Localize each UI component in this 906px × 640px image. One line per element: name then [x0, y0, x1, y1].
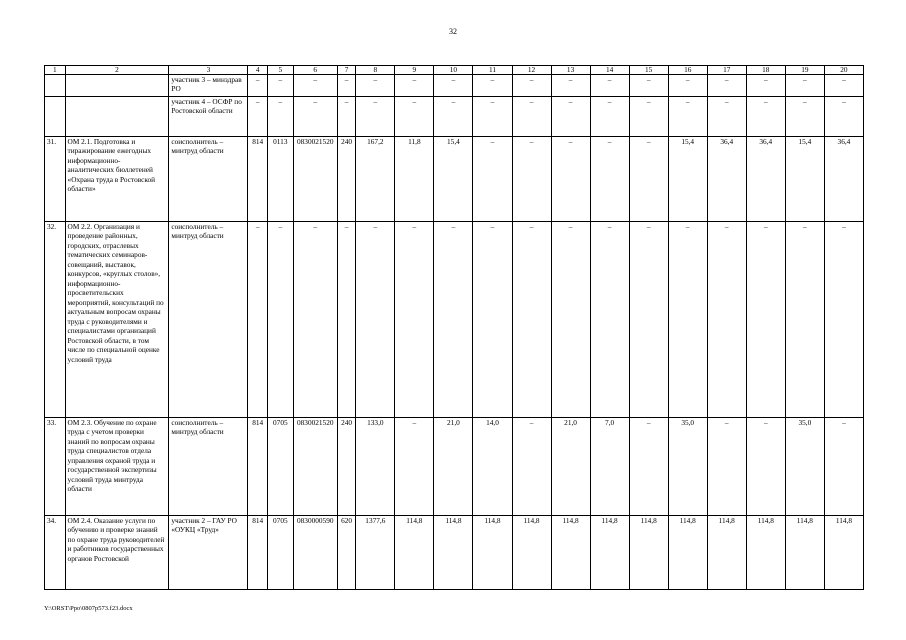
value-cell: –: [434, 222, 473, 418]
header-cell: 10: [434, 66, 473, 75]
value-cell: 114,8: [434, 516, 473, 590]
header-cell: 8: [356, 66, 395, 75]
measure-name: ОМ 2.3. Обучение по охране труда с учетом проверки знаний по вопросам охраны труда специалистов отдела управления охраной труда и государственной экспертизы условий труда минтруда области: [65, 418, 169, 516]
value-cell: 114,8: [395, 516, 434, 590]
value-cell: 133,0: [356, 418, 395, 516]
measure-name: [65, 75, 169, 97]
table-row: [45, 97, 864, 137]
responsible: соисполнитель – минтруд области: [169, 222, 248, 418]
value-cell: –: [293, 222, 337, 418]
header-cell: 20: [824, 66, 863, 75]
row-number: 34.: [45, 516, 66, 590]
value-cell: –: [785, 75, 824, 97]
row-number: 33.: [45, 418, 66, 516]
value-cell: 114,8: [512, 516, 551, 590]
value-cell: –: [395, 97, 434, 137]
value-cell: –: [746, 75, 785, 97]
value-cell: 114,8: [785, 516, 824, 590]
header-cell: 1: [45, 66, 66, 75]
header-cell: 12: [512, 66, 551, 75]
value-cell: –: [551, 137, 590, 222]
value-cell: 114,8: [629, 516, 668, 590]
header-cell: 7: [337, 66, 355, 75]
value-cell: –: [356, 97, 395, 137]
value-cell: –: [824, 418, 863, 516]
header-cell: 11: [473, 66, 512, 75]
value-cell: –: [434, 75, 473, 97]
value-cell: 114,8: [590, 516, 629, 590]
value-cell: –: [337, 97, 355, 137]
value-cell: 814: [248, 418, 268, 516]
value-cell: –: [785, 222, 824, 418]
header-cell: 18: [746, 66, 785, 75]
value-cell: –: [668, 75, 707, 97]
value-cell: –: [356, 75, 395, 97]
value-cell: –: [707, 97, 746, 137]
value-cell: –: [473, 97, 512, 137]
value-cell: –: [512, 75, 551, 97]
value-cell: –: [707, 418, 746, 516]
header-cell: 5: [267, 66, 293, 75]
value-cell: 36,4: [824, 137, 863, 222]
value-cell: –: [337, 75, 355, 97]
value-cell: 240: [337, 418, 355, 516]
header-cell: 17: [707, 66, 746, 75]
value-cell: 814: [248, 137, 268, 222]
value-cell: –: [824, 222, 863, 418]
value-cell: 7,0: [590, 418, 629, 516]
value-cell: –: [512, 418, 551, 516]
value-cell: 0830021520: [293, 137, 337, 222]
value-cell: 0705: [267, 418, 293, 516]
value-cell: –: [293, 75, 337, 97]
responsible: соисполнитель – минтруд области: [169, 137, 248, 222]
value-cell: 114,8: [473, 516, 512, 590]
value-cell: –: [629, 222, 668, 418]
table-row: [45, 516, 864, 590]
value-cell: 21,0: [434, 418, 473, 516]
value-cell: 14,0: [473, 418, 512, 516]
row-number: [45, 75, 66, 97]
header-cell: 2: [65, 66, 169, 75]
value-cell: –: [707, 222, 746, 418]
row-number: [45, 97, 66, 137]
header-cell: 6: [293, 66, 337, 75]
header-cell: 4: [248, 66, 268, 75]
value-cell: –: [707, 75, 746, 97]
value-cell: –: [473, 222, 512, 418]
value-cell: 21,0: [551, 418, 590, 516]
budget-table: [44, 65, 864, 590]
value-cell: –: [473, 75, 512, 97]
value-cell: –: [746, 222, 785, 418]
value-cell: –: [356, 222, 395, 418]
row-number: 31.: [45, 137, 66, 222]
value-cell: –: [824, 75, 863, 97]
value-cell: 620: [337, 516, 355, 590]
page-number: 32: [449, 27, 457, 36]
value-cell: –: [248, 75, 268, 97]
measure-name: ОМ 2.1. Подготовка и тиражирование ежегодных информационно-аналитических бюллетеней «Охрана труда в Ростовской области»: [65, 137, 169, 222]
value-cell: 114,8: [668, 516, 707, 590]
value-cell: –: [668, 97, 707, 137]
measure-name: [65, 97, 169, 137]
value-cell: 0705: [267, 516, 293, 590]
value-cell: –: [337, 222, 355, 418]
header-cell: 3: [169, 66, 248, 75]
value-cell: –: [629, 137, 668, 222]
value-cell: –: [512, 97, 551, 137]
value-cell: –: [590, 97, 629, 137]
value-cell: –: [248, 97, 268, 137]
file-path-footer: Y:\ORST\Ppo\0807p573.f23.docx: [44, 605, 133, 612]
value-cell: 36,4: [707, 137, 746, 222]
value-cell: –: [746, 418, 785, 516]
value-cell: 35,0: [668, 418, 707, 516]
header-cell: 15: [629, 66, 668, 75]
value-cell: –: [293, 97, 337, 137]
header-cell: 13: [551, 66, 590, 75]
table-row: [45, 222, 864, 418]
value-cell: –: [395, 222, 434, 418]
value-cell: 114,8: [746, 516, 785, 590]
row-number: 32.: [45, 222, 66, 418]
value-cell: 15,4: [785, 137, 824, 222]
header-cell: 9: [395, 66, 434, 75]
value-cell: –: [668, 222, 707, 418]
value-cell: –: [551, 222, 590, 418]
value-cell: –: [395, 418, 434, 516]
value-cell: 114,8: [551, 516, 590, 590]
value-cell: –: [473, 137, 512, 222]
responsible: участник 4 – ОСФР по Ростовской области: [169, 97, 248, 137]
header-cell: 14: [590, 66, 629, 75]
table-row: [45, 75, 864, 97]
value-cell: 240: [337, 137, 355, 222]
value-cell: 167,2: [356, 137, 395, 222]
value-cell: –: [248, 222, 268, 418]
table-row: [45, 137, 864, 222]
value-cell: –: [267, 222, 293, 418]
responsible: участник 3 – минздрав РО: [169, 75, 248, 97]
value-cell: –: [267, 97, 293, 137]
value-cell: –: [267, 75, 293, 97]
value-cell: 114,8: [707, 516, 746, 590]
value-cell: 814: [248, 516, 268, 590]
value-cell: –: [590, 75, 629, 97]
value-cell: –: [590, 222, 629, 418]
header-cell: 19: [785, 66, 824, 75]
value-cell: 114,8: [824, 516, 863, 590]
table-header-row: [45, 66, 864, 75]
value-cell: –: [512, 222, 551, 418]
value-cell: –: [551, 75, 590, 97]
value-cell: 0113: [267, 137, 293, 222]
value-cell: –: [590, 137, 629, 222]
responsible: участник 2 – ГАУ РО «ОУКЦ «Труд»: [169, 516, 248, 590]
value-cell: –: [629, 75, 668, 97]
table-row: [45, 418, 864, 516]
measure-name: ОМ 2.2. Организация и проведение районных, городских, отраслевых тематических семинаров-совещаний, выставок, конкурсов, «круглых столов», информационно-просветительских мероприятий, консультаций по актуальным вопросам охраны труда с руководителями и специалистами организаций Ростовской области, в том числе по специальной оценке условий труда: [65, 222, 169, 418]
value-cell: –: [785, 97, 824, 137]
value-cell: –: [551, 97, 590, 137]
value-cell: –: [434, 97, 473, 137]
value-cell: 1377,6: [356, 516, 395, 590]
value-cell: 15,4: [668, 137, 707, 222]
value-cell: 0830000590: [293, 516, 337, 590]
value-cell: 36,4: [746, 137, 785, 222]
value-cell: –: [629, 97, 668, 137]
value-cell: 15,4: [434, 137, 473, 222]
value-cell: 11,8: [395, 137, 434, 222]
value-cell: –: [629, 418, 668, 516]
value-cell: 0830021520: [293, 418, 337, 516]
responsible: соисполнитель – минтруд области: [169, 418, 248, 516]
value-cell: 35,0: [785, 418, 824, 516]
value-cell: –: [395, 75, 434, 97]
value-cell: –: [746, 97, 785, 137]
header-cell: 16: [668, 66, 707, 75]
measure-name: ОМ 2.4. Оказание услуги по обучению и проверке знаний по охране труда руководителей и работников государственных органов Ростовской: [65, 516, 169, 590]
value-cell: –: [824, 97, 863, 137]
value-cell: –: [512, 137, 551, 222]
